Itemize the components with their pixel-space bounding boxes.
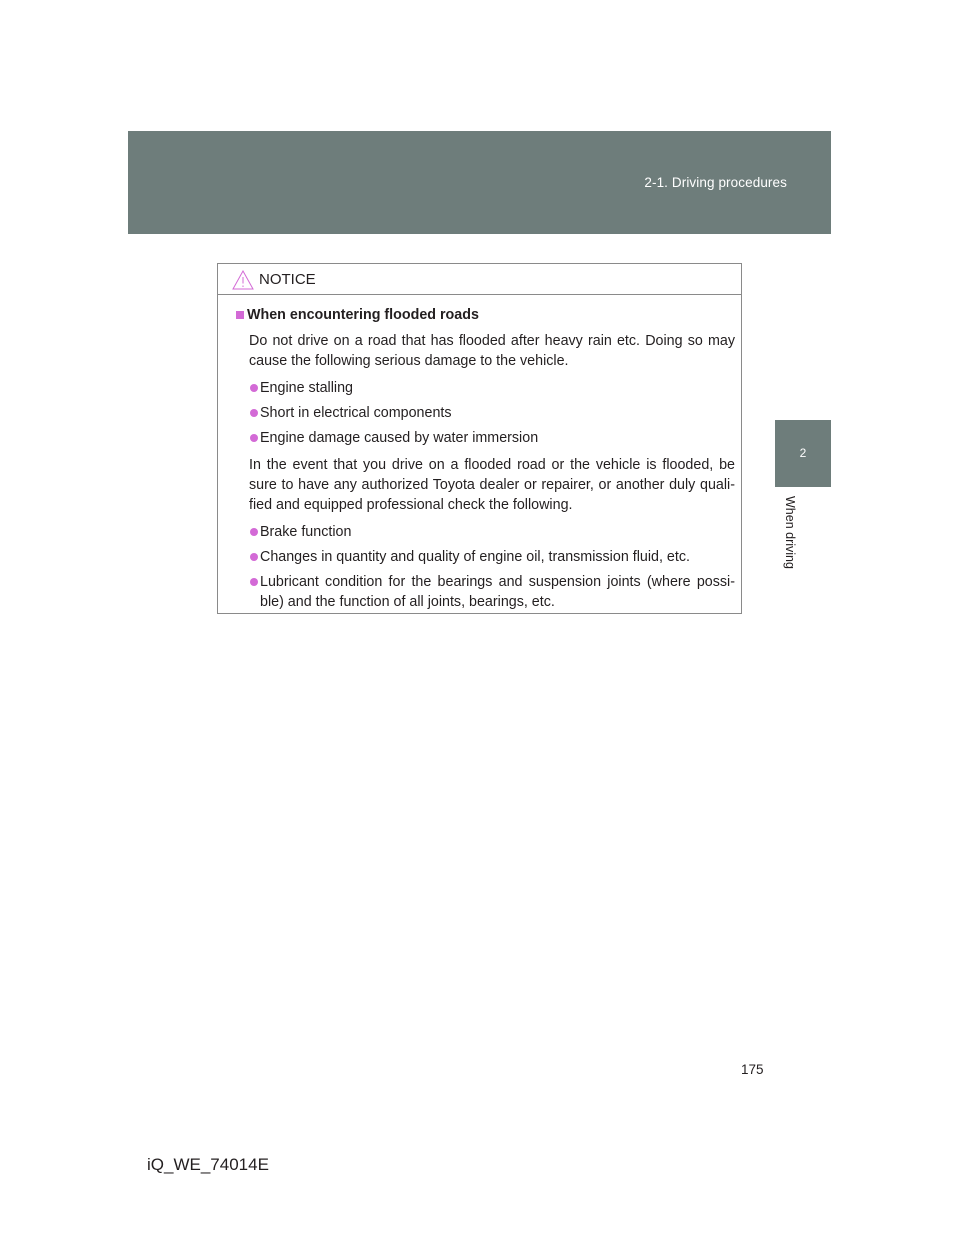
list-item (236, 403, 735, 423)
notice-body (236, 305, 735, 617)
intro-paragraph: Do not drive on a road that has flooded after heavy rain etc. Doing so may cause the following serious damage to the vehicle. (249, 333, 735, 369)
chapter-tab (775, 420, 831, 487)
document-code: iQ_WE_74014E (147, 1155, 269, 1174)
chapter-title-label: When driving (783, 496, 797, 569)
list-item (236, 522, 735, 542)
list-item (236, 547, 735, 567)
list-item-text: Lubricant condition for the bearings and suspension joints (where possi-ble) and the function of all joints, bearings, etc. (260, 574, 735, 610)
page-number: 175 (741, 1062, 764, 1077)
round-bullet-icon (250, 409, 258, 417)
list-item-text: Brake function (260, 524, 352, 540)
warning-triangle-icon (232, 270, 254, 290)
list-item-text: Engine stalling (260, 380, 353, 396)
round-bullet-icon (250, 578, 258, 586)
round-bullet-icon (250, 384, 258, 392)
notice-title: NOTICE (259, 271, 316, 288)
topic-label: When encountering flooded roads (247, 307, 479, 323)
list-item (236, 572, 735, 612)
round-bullet-icon (250, 553, 258, 561)
header-band (128, 131, 831, 234)
square-bullet-icon (236, 311, 244, 319)
chapter-number: 2 (799, 446, 807, 460)
notice-topic (236, 305, 735, 325)
section-title: 2-1. Driving procedures (644, 175, 787, 190)
followup-paragraph: In the event that you drive on a flooded road or the vehicle is flooded, be sure to have any authorized Toyota dealer or repairer, or another duly quali-fied and equipped professional check the following. (249, 457, 735, 513)
list-item-text: Short in electrical components (260, 405, 452, 421)
list-item (236, 378, 735, 398)
list-item (236, 428, 735, 448)
round-bullet-icon (250, 434, 258, 442)
notice-box (217, 263, 742, 614)
list-item-text: Changes in quantity and quality of engine oil, transmission fluid, etc. (260, 549, 690, 565)
notice-header (218, 264, 741, 295)
list-item-text: Engine damage caused by water immersion (260, 430, 539, 446)
round-bullet-icon (250, 528, 258, 536)
